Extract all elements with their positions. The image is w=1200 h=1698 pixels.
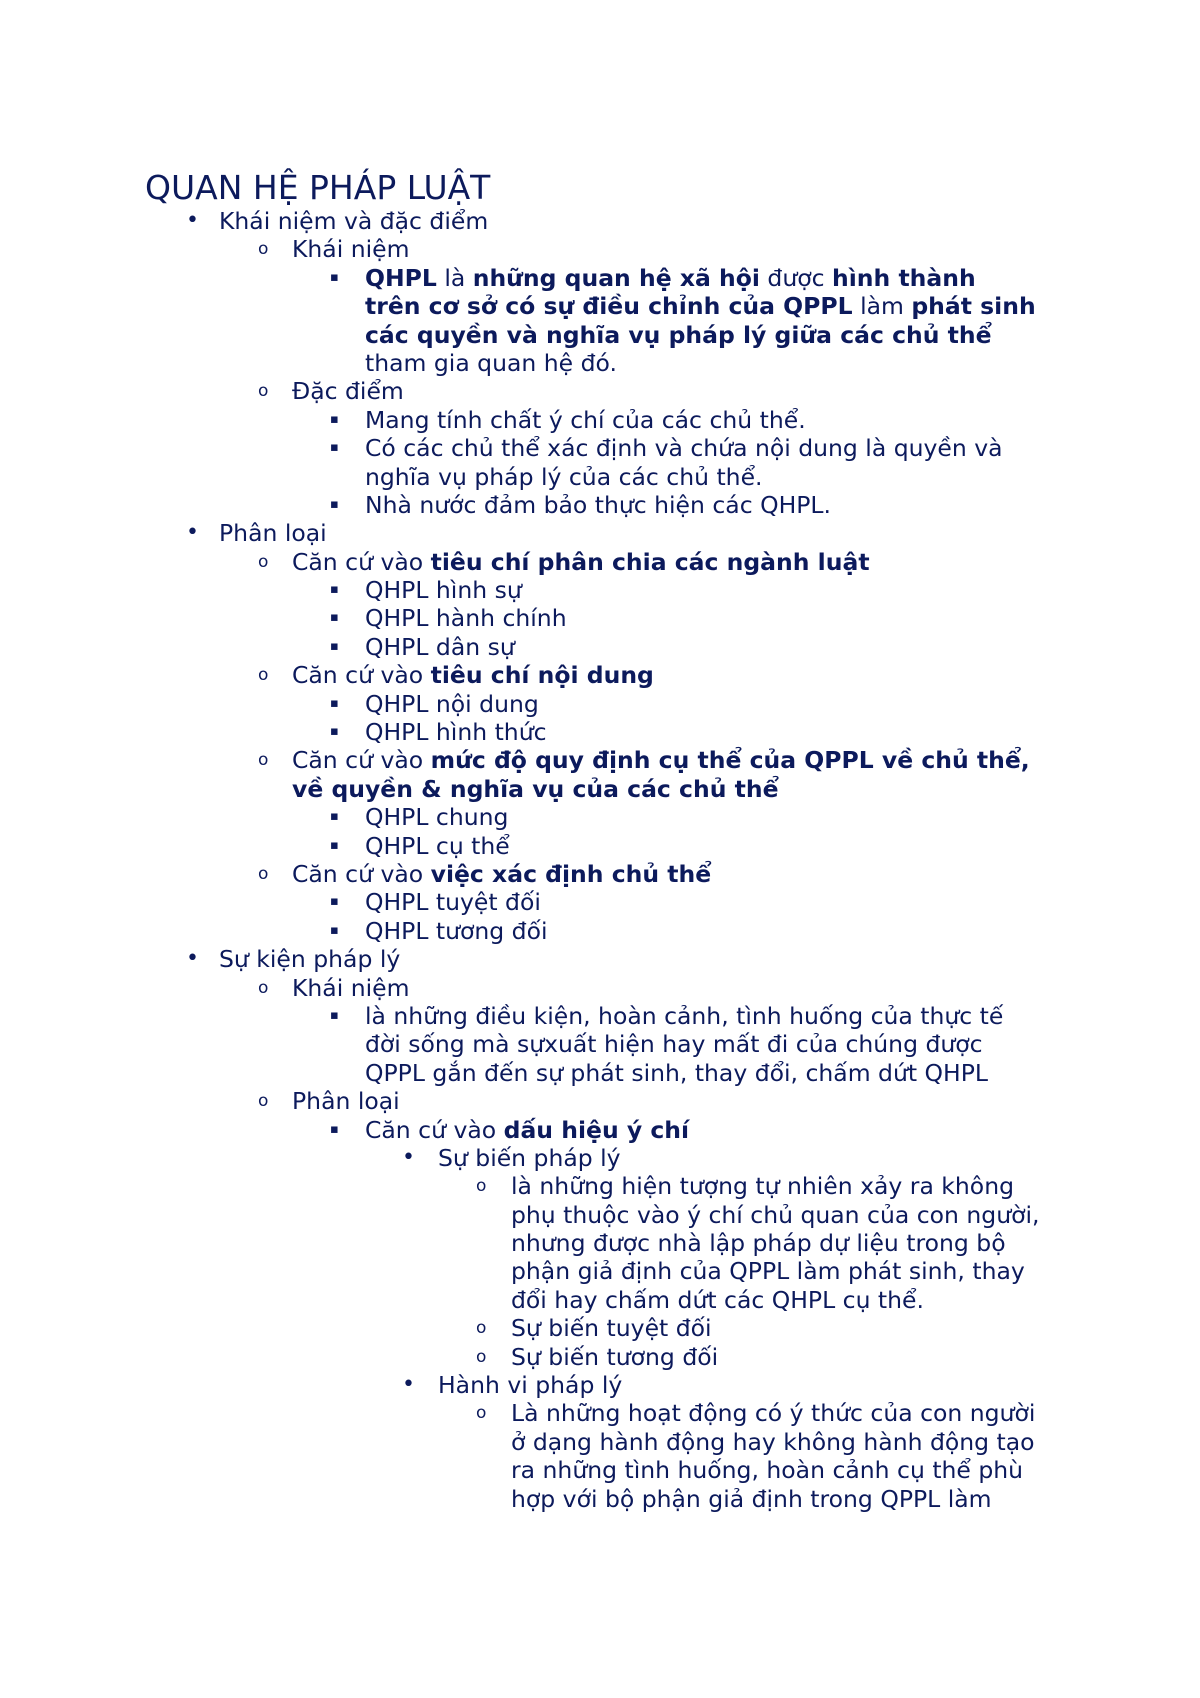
bullet-marker: • bbox=[186, 520, 199, 546]
bold-text: việc xác định chủ thể bbox=[430, 859, 712, 888]
list-item bbox=[0, 1002, 1200, 1030]
list-item-continuation bbox=[0, 1030, 1200, 1058]
list-item-text bbox=[365, 888, 541, 916]
text: Khái niệm bbox=[292, 973, 410, 1002]
text: Khái niệm bbox=[292, 235, 410, 264]
list-item-text bbox=[511, 1485, 992, 1513]
list-item-text bbox=[365, 321, 992, 349]
list-item-text bbox=[365, 832, 510, 860]
text: ra những tình huống, hoàn cảnh cụ thể phù bbox=[511, 1456, 1024, 1485]
list-item-text bbox=[365, 576, 522, 604]
text: là bbox=[436, 263, 473, 292]
list-item-text bbox=[365, 463, 763, 491]
list-item bbox=[0, 604, 1200, 632]
list-item-text bbox=[365, 1116, 689, 1144]
list-item-text bbox=[219, 207, 488, 235]
list-item bbox=[0, 718, 1200, 746]
bullet-marker: • bbox=[186, 208, 199, 233]
text: ở dạng hành động hay không hành động tạo bbox=[511, 1427, 1035, 1456]
list-item-continuation bbox=[0, 292, 1200, 320]
bullet-marker: o bbox=[476, 1176, 487, 1197]
bold-text: hình thành bbox=[832, 263, 976, 292]
list-item bbox=[0, 207, 1200, 235]
text: làm bbox=[852, 292, 912, 321]
list-item bbox=[0, 1144, 1200, 1172]
bullet-marker: o bbox=[258, 381, 269, 402]
list-item-text bbox=[365, 718, 547, 746]
bold-text: mức độ quy định cụ thể của QPPL về chủ thể, bbox=[430, 746, 1030, 775]
bold-text: QHPL bbox=[365, 263, 437, 292]
bullet-marker: ▪ bbox=[330, 610, 339, 626]
list-item-text bbox=[292, 235, 409, 263]
list-item-text bbox=[292, 860, 711, 888]
list-item bbox=[0, 661, 1200, 689]
list-item bbox=[0, 1343, 1200, 1371]
bullet-marker: • bbox=[402, 1144, 415, 1170]
list-item bbox=[0, 519, 1200, 547]
text: Có các chủ thể xác định và chứa nội dung là quyền và bbox=[365, 434, 1003, 463]
text: QHPL hành chính bbox=[365, 604, 567, 633]
list-item-text bbox=[365, 917, 548, 945]
text: được bbox=[759, 263, 833, 292]
bullet-marker: ▪ bbox=[330, 922, 339, 938]
text: Căn cứ vào bbox=[292, 547, 431, 576]
bullet-marker: o bbox=[258, 551, 269, 572]
text: là những hiện tượng tự nhiên xảy ra không bbox=[511, 1172, 1015, 1201]
list-item-text bbox=[438, 1371, 622, 1399]
text: QPPL gắn đến sự phát sinh, thay đổi, chấm dứt QHPL bbox=[365, 1058, 988, 1087]
bold-text: các quyền và nghĩa vụ pháp lý giữa các chủ thể bbox=[365, 320, 992, 349]
list-item bbox=[0, 1087, 1200, 1115]
list-item-text bbox=[365, 1030, 983, 1058]
text: tham gia quan hệ đó. bbox=[365, 348, 617, 377]
list-item bbox=[0, 917, 1200, 945]
list-item-text bbox=[365, 604, 567, 632]
list-item-text bbox=[365, 406, 806, 434]
list-item-text bbox=[511, 1172, 1014, 1200]
bullet-marker: o bbox=[258, 977, 269, 998]
bullet-marker: o bbox=[476, 1346, 487, 1367]
list-item bbox=[0, 377, 1200, 405]
list-item-continuation bbox=[0, 463, 1200, 491]
bullet-marker: ▪ bbox=[330, 837, 339, 853]
list-item bbox=[0, 235, 1200, 263]
text: Phân loại bbox=[219, 519, 327, 548]
list-item bbox=[0, 434, 1200, 462]
list-item-continuation bbox=[0, 1229, 1200, 1257]
list-item-text bbox=[365, 690, 539, 718]
bullet-marker: ▪ bbox=[330, 638, 339, 654]
list-item-text bbox=[292, 377, 404, 405]
list-item bbox=[0, 548, 1200, 576]
bullet-marker: o bbox=[258, 1091, 269, 1112]
text: Căn cứ vào bbox=[292, 746, 431, 775]
bold-text: dấu hiệu ý chí bbox=[503, 1115, 690, 1144]
text: Phân loại bbox=[292, 1087, 400, 1116]
list-item-text bbox=[292, 548, 870, 576]
list-item-text bbox=[219, 945, 400, 973]
list-item bbox=[0, 888, 1200, 916]
bullet-marker: ▪ bbox=[330, 695, 339, 711]
list-item-text bbox=[365, 633, 515, 661]
text: Căn cứ vào bbox=[292, 661, 431, 690]
list-item-text bbox=[292, 1087, 400, 1115]
list-item bbox=[0, 832, 1200, 860]
list-item-continuation bbox=[0, 321, 1200, 349]
list-item-text bbox=[511, 1286, 924, 1314]
list-item-text bbox=[438, 1144, 621, 1172]
text: QHPL tuyệt đối bbox=[365, 888, 541, 917]
list-item bbox=[0, 1371, 1200, 1399]
bullet-marker: ▪ bbox=[330, 582, 339, 598]
list-item-text bbox=[365, 292, 1036, 320]
bold-text: tiêu chí nội dung bbox=[430, 661, 654, 690]
text: nhưng được nhà lập pháp dự liệu trong bộ bbox=[511, 1229, 1006, 1258]
list-item bbox=[0, 803, 1200, 831]
text: Đặc điểm bbox=[292, 377, 404, 406]
bullet-marker: ▪ bbox=[330, 411, 339, 427]
list-item-text bbox=[365, 491, 831, 519]
text: Sự biến tuyệt đối bbox=[511, 1314, 712, 1343]
text: hợp với bộ phận giả định trong QPPL làm bbox=[511, 1484, 992, 1513]
text: phụ thuộc vào ý chí chủ quan của con người, bbox=[511, 1200, 1040, 1229]
text: nghĩa vụ pháp lý của các chủ thể. bbox=[365, 462, 763, 491]
bullet-marker: ▪ bbox=[330, 894, 339, 910]
text: QHPL cụ thể bbox=[365, 831, 510, 860]
list-item-text bbox=[511, 1399, 1035, 1427]
list-item bbox=[0, 746, 1200, 774]
list-item-text bbox=[365, 1002, 1003, 1030]
outline-list bbox=[0, 207, 1200, 1513]
bullet-marker: • bbox=[186, 946, 199, 972]
bullet-marker: ▪ bbox=[330, 724, 339, 740]
list-item-continuation bbox=[0, 1456, 1200, 1484]
list-item-text bbox=[292, 775, 779, 803]
text: Khái niệm và đặc điểm bbox=[219, 207, 489, 235]
list-item bbox=[0, 1116, 1200, 1144]
bullet-marker: o bbox=[258, 863, 269, 884]
list-item-text bbox=[511, 1456, 1023, 1484]
list-item bbox=[0, 945, 1200, 973]
list-item bbox=[0, 264, 1200, 292]
text: QHPL nội dung bbox=[365, 689, 539, 718]
text: Căn cứ vào bbox=[365, 1115, 504, 1144]
list-item-continuation bbox=[0, 1286, 1200, 1314]
bullet-marker: ▪ bbox=[330, 440, 339, 456]
list-item-continuation bbox=[0, 349, 1200, 377]
bold-text: tiêu chí phân chia các ngành luật bbox=[430, 547, 870, 576]
bullet-marker: ▪ bbox=[330, 496, 339, 512]
text: Là những hoạt động có ý thức của con người bbox=[511, 1399, 1036, 1428]
text: là những điều kiện, hoàn cảnh, tình huống của thực tế bbox=[365, 1001, 1004, 1030]
list-item bbox=[0, 406, 1200, 434]
list-item-continuation bbox=[0, 1485, 1200, 1513]
list-item-text bbox=[365, 349, 617, 377]
bullet-marker: o bbox=[476, 1318, 487, 1339]
list-item-continuation bbox=[0, 1257, 1200, 1285]
list-item bbox=[0, 974, 1200, 1002]
list-item-text bbox=[219, 519, 327, 547]
list-item-text bbox=[365, 1059, 988, 1087]
list-item-text bbox=[511, 1428, 1035, 1456]
bold-text: những quan hệ xã hội bbox=[472, 263, 760, 292]
text: Nhà nước đảm bảo thực hiện các QHPL. bbox=[365, 490, 831, 519]
list-item-text bbox=[292, 746, 1030, 774]
bold-text: phát sinh bbox=[911, 292, 1036, 321]
list-item-text bbox=[511, 1314, 712, 1342]
list-item-text bbox=[511, 1343, 718, 1371]
list-item bbox=[0, 690, 1200, 718]
bold-text: về quyền & nghĩa vụ của các chủ thể bbox=[292, 774, 779, 803]
list-item-text bbox=[511, 1229, 1006, 1257]
text: Căn cứ vào bbox=[292, 859, 431, 888]
list-item-continuation bbox=[0, 1428, 1200, 1456]
list-item-text bbox=[365, 264, 976, 292]
bullet-marker: • bbox=[402, 1372, 415, 1398]
document-title: QUAN HỆ PHÁP LUẬT bbox=[145, 168, 491, 207]
bullet-marker: ▪ bbox=[330, 1121, 339, 1137]
list-item bbox=[0, 1172, 1200, 1200]
bullet-marker: o bbox=[258, 239, 269, 260]
list-item-text bbox=[365, 803, 508, 831]
text: phận giả định của QPPL làm phát sinh, thay bbox=[511, 1257, 1025, 1286]
text: QHPL hình sự bbox=[365, 576, 522, 605]
bullet-marker: o bbox=[258, 665, 269, 686]
list-item-text bbox=[511, 1257, 1025, 1285]
bullet-marker: ▪ bbox=[330, 1007, 339, 1023]
text: Sự kiện pháp lý bbox=[219, 945, 401, 974]
text: Sự biến pháp lý bbox=[438, 1143, 621, 1172]
list-item-continuation bbox=[0, 775, 1200, 803]
list-item-text bbox=[511, 1201, 1039, 1229]
list-item-continuation bbox=[0, 1059, 1200, 1087]
text: đời sống mà sựxuất hiện hay mất đi của chúng được bbox=[365, 1030, 983, 1059]
text: QHPL tương đối bbox=[365, 916, 548, 945]
bullet-marker: ▪ bbox=[330, 269, 339, 285]
list-item bbox=[0, 633, 1200, 661]
text: QHPL dân sự bbox=[365, 632, 515, 661]
bullet-marker: o bbox=[258, 750, 269, 771]
list-item-text bbox=[292, 661, 654, 689]
list-item-text bbox=[292, 974, 409, 1002]
text: Sự biến tương đối bbox=[511, 1342, 719, 1371]
list-item-text bbox=[365, 434, 1003, 462]
list-item bbox=[0, 1399, 1200, 1427]
list-item bbox=[0, 860, 1200, 888]
list-item bbox=[0, 491, 1200, 519]
text: đổi hay chấm dứt các QHPL cụ thể. bbox=[511, 1285, 924, 1314]
list-item bbox=[0, 1314, 1200, 1342]
bullet-marker: o bbox=[476, 1403, 487, 1424]
text: QHPL hình thức bbox=[365, 718, 547, 747]
text: Hành vi pháp lý bbox=[438, 1371, 623, 1400]
bullet-marker: ▪ bbox=[330, 809, 339, 825]
text: QHPL chung bbox=[365, 803, 509, 832]
text: Mang tính chất ý chí của các chủ thể. bbox=[365, 405, 806, 434]
bold-text: trên cơ sở có sự điều chỉnh của QPPL bbox=[365, 292, 853, 321]
list-item bbox=[0, 576, 1200, 604]
list-item-continuation bbox=[0, 1201, 1200, 1229]
